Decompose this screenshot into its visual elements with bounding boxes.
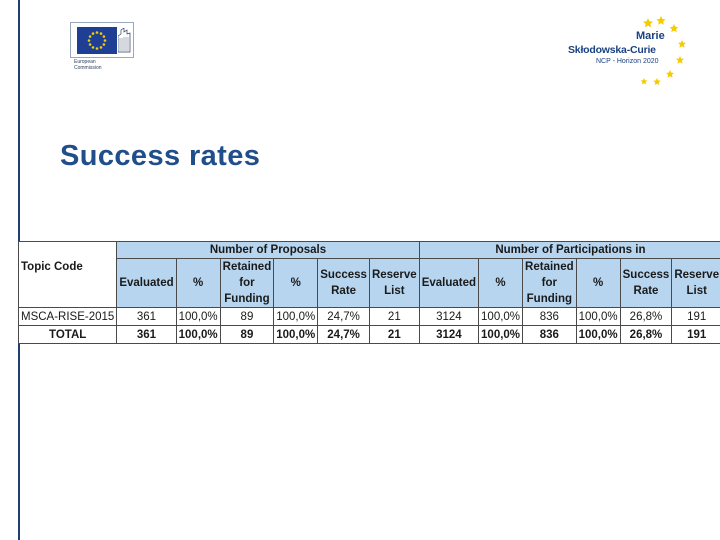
group-header-proposals: Number of Proposals <box>117 242 419 259</box>
cell-proposals-retained-pct: 100,0% <box>274 308 318 326</box>
cell-participations-evaluated-pct: 100,0% <box>479 308 523 326</box>
cell-participations-evaluated-pct: 100,0% <box>479 326 523 344</box>
eu-stars-icon <box>77 27 117 54</box>
cell-proposals-reserve-list: 21 <box>369 308 419 326</box>
cell-proposals-success-rate: 24,7% <box>318 326 370 344</box>
cell-topic-code: MSCA-RISE-2015 <box>19 308 117 326</box>
column-header-proposals-reserve-list: Reserve List <box>369 259 419 308</box>
column-header-participations-retained: Retained for Funding <box>523 259 577 308</box>
table-column-header-row <box>19 259 720 308</box>
column-header-proposals-success-rate: Success Rate <box>318 259 370 308</box>
cell-participations-success-rate: 26,8% <box>620 308 672 326</box>
column-header-participations-reserve-list: Reserve List <box>672 259 720 308</box>
cell-participations-success-rate: 26,8% <box>620 326 672 344</box>
msc-logo-line2: Skłodowska-Curie <box>568 44 656 56</box>
cell-participations-reserve-list: 191 <box>672 326 720 344</box>
group-header-participations: Number of Participations in <box>419 242 720 259</box>
cell-proposals-retained: 89 <box>220 326 274 344</box>
cell-proposals-retained-pct: 100,0% <box>274 326 318 344</box>
column-header-proposals-retained: Retained for Funding <box>220 259 274 308</box>
table-total-row <box>19 326 720 344</box>
cell-participations-evaluated: 3124 <box>419 308 478 326</box>
column-header-participations-retained-pct: % <box>576 259 620 308</box>
cell-proposals-evaluated: 361 <box>117 308 176 326</box>
cell-participations-retained-pct: 100,0% <box>576 308 620 326</box>
ec-logo-line1: European <box>74 59 96 65</box>
column-header-participations-success-rate: Success Rate <box>620 259 672 308</box>
column-header-participations-evaluated: Evaluated <box>419 259 478 308</box>
column-header-proposals-evaluated-pct: % <box>176 259 220 308</box>
eu-flag-icon <box>77 27 117 54</box>
ec-building-icon <box>118 28 131 53</box>
ec-logo-frame <box>70 22 134 58</box>
cell-participations-retained: 836 <box>523 308 577 326</box>
msc-logo-line3: NCP - Horizon 2020 <box>596 58 659 65</box>
msc-logo-line1: Marie <box>636 30 665 42</box>
column-header-topic-code: Topic Code <box>19 242 117 308</box>
european-commission-logo <box>70 22 134 74</box>
cell-proposals-reserve-list: 21 <box>369 326 419 344</box>
table-row <box>19 308 720 326</box>
cell-proposals-evaluated-pct: 100,0% <box>176 308 220 326</box>
column-header-proposals-retained-pct: % <box>274 259 318 308</box>
cell-participations-retained: 836 <box>523 326 577 344</box>
cell-proposals-evaluated: 361 <box>117 326 176 344</box>
table-group-header-row <box>19 242 720 259</box>
column-header-proposals-evaluated: Evaluated <box>117 259 176 308</box>
column-header-participations-evaluated-pct: % <box>479 259 523 308</box>
ec-logo-line2: Commission <box>74 65 102 71</box>
cell-participations-reserve-list: 191 <box>672 308 720 326</box>
cell-topic-code: TOTAL <box>19 326 117 344</box>
page-title: Success rates <box>60 140 261 172</box>
ec-logo-text <box>74 59 134 71</box>
cell-proposals-success-rate: 24,7% <box>318 308 370 326</box>
cell-participations-evaluated: 3124 <box>419 326 478 344</box>
marie-curie-logo <box>566 16 694 90</box>
cell-proposals-retained: 89 <box>220 308 274 326</box>
left-border-rule <box>0 0 20 540</box>
cell-proposals-evaluated-pct: 100,0% <box>176 326 220 344</box>
success-rates-table <box>18 241 720 344</box>
cell-participations-retained-pct: 100,0% <box>576 326 620 344</box>
